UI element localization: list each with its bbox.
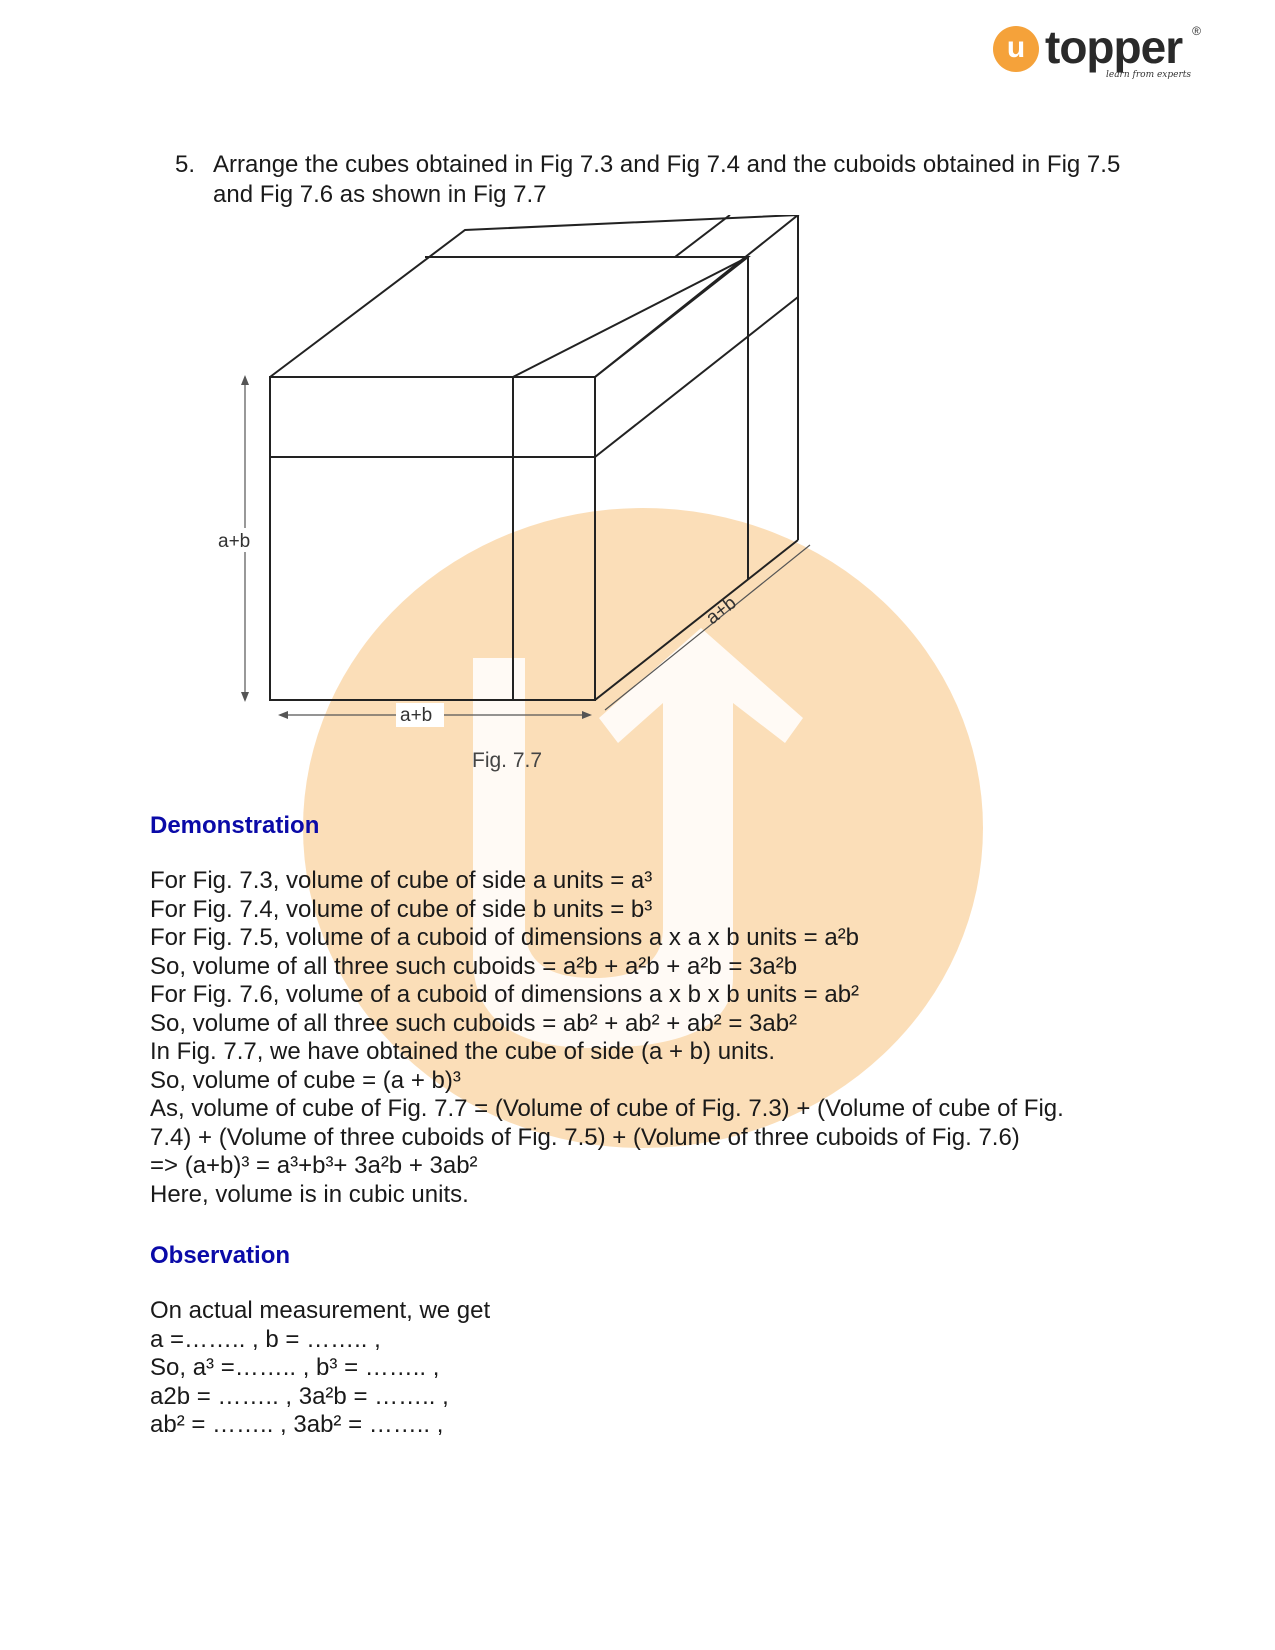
step-text: Arrange the cubes obtained in Fig 7.3 and Fig 7.4 and the cuboids obtained in Fig 7.5 and Fig 7.6 as shown in Fig 7.7	[213, 151, 1121, 208]
registered-mark: ®	[1192, 24, 1201, 38]
demo-line: For Fig. 7.4, volume of cube of side b units = b³	[150, 895, 653, 923]
obs-line: On actual measurement, we get	[150, 1297, 491, 1324]
obs-line: So, a³ =…….. , b³ = …….. ,	[150, 1354, 440, 1381]
demo-line: For Fig. 7.5, volume of a cuboid of dimensions a x a x b units = a²b	[150, 924, 860, 951]
obs-line: ab² = …….. , 3ab² = …….. ,	[150, 1411, 444, 1438]
demo-line: Here, volume is in cubic units.	[150, 1180, 469, 1208]
demo-line: For Fig. 7.3, volume of cube of side a units = a³	[150, 867, 653, 894]
height-label: a+b	[218, 531, 251, 552]
logo-tagline: learn from experts	[1105, 70, 1191, 80]
figure-caption: Fig. 7.7	[472, 749, 543, 772]
demo-line: So, volume of cube = (a + b)³	[150, 1066, 461, 1094]
obs-line: a2b = …….. , 3a²b = …….. ,	[150, 1382, 449, 1410]
demo-line: In Fig. 7.7, we have obtained the cube of side (a + b) units.	[150, 1038, 776, 1065]
demonstration-conclusion	[150, 1095, 1100, 1209]
cube-diagram	[200, 215, 840, 815]
demo-line: For Fig. 7.6, volume of a cuboid of dimensions a x b x b units = ab²	[150, 981, 860, 1008]
demo-line: So, volume of all three such cuboids = ab² + ab² + ab² = 3ab²	[150, 1009, 798, 1037]
demonstration-heading: Demonstration	[150, 812, 320, 839]
demo-line: So, volume of all three such cuboids = a²b + a²b + a²b = 3a²b	[150, 952, 798, 980]
step-item	[175, 150, 1125, 210]
depth-label: a+b	[702, 592, 741, 629]
brand-logo	[993, 21, 1201, 84]
obs-line: a =…….. , b = …….. ,	[150, 1325, 381, 1353]
width-label: a+b	[400, 705, 433, 726]
observation-lines	[150, 1297, 1150, 1440]
demonstration-lines	[150, 867, 1150, 1095]
logo-badge-icon: u	[993, 26, 1039, 72]
demo-line: As, volume of cube of Fig. 7.7 = (Volume of cube of Fig. 7.3) + (Volume of cube of Fig. 7.4) + (Volume of three cuboids of Fig. 7.5) + (Volume of three cuboids of Fig. 7.6)	[150, 1095, 1064, 1151]
logo-wordmark: topper	[1045, 21, 1183, 73]
demo-line: => (a+b)³ = a³+b³+ 3a²b + 3ab²	[150, 1152, 478, 1179]
observation-heading: Observation	[150, 1242, 291, 1269]
step-number: 5.	[175, 151, 196, 178]
